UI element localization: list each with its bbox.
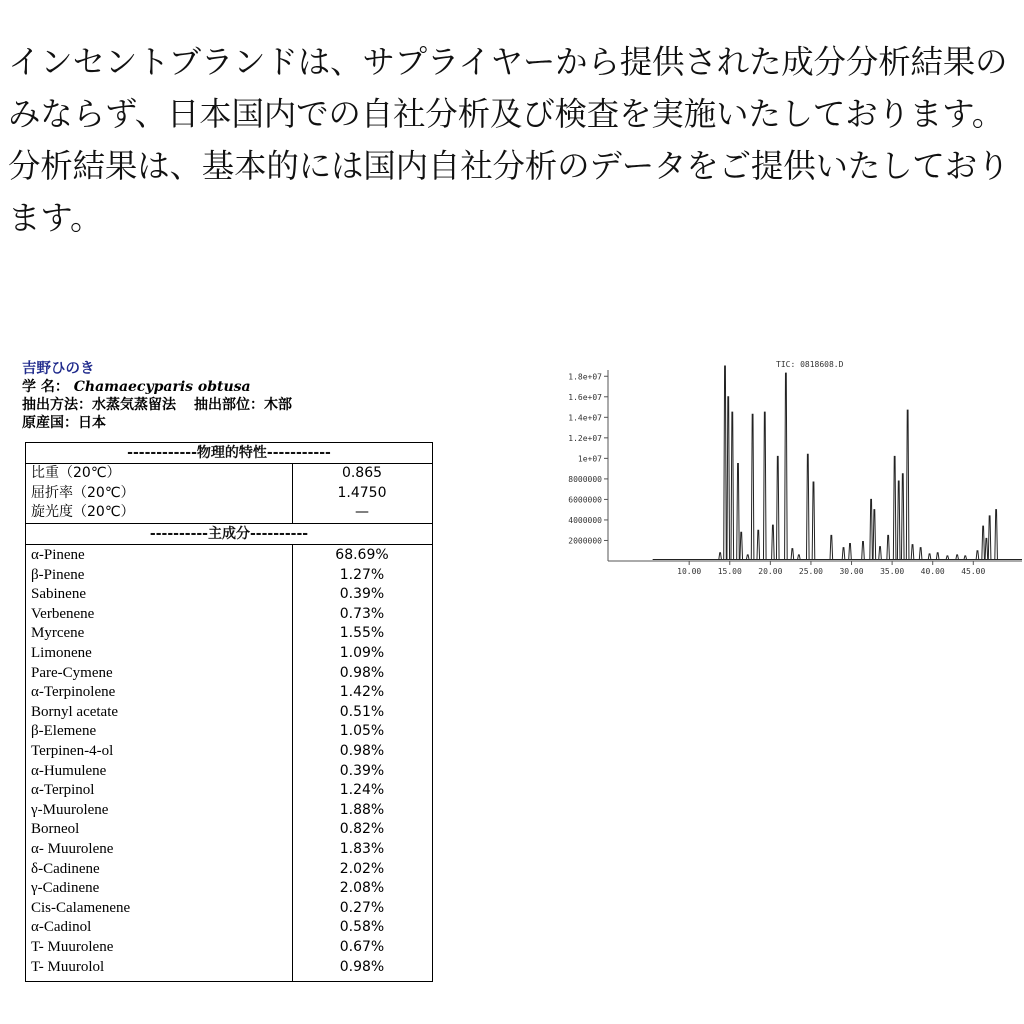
peak bbox=[928, 554, 931, 560]
peak bbox=[830, 535, 833, 559]
x-tick-label: 10.00 bbox=[677, 567, 702, 576]
component-name: α-Terpinol bbox=[31, 782, 95, 799]
x-tick-label: 45.00 bbox=[961, 567, 986, 576]
component-name: Borneol bbox=[31, 821, 80, 838]
component-name: Limonene bbox=[31, 645, 92, 661]
component-name: β-Pinene bbox=[31, 566, 85, 583]
x-tick-label: 15.00 bbox=[717, 567, 742, 576]
component-value: 1.55% bbox=[339, 625, 385, 642]
peak bbox=[737, 464, 740, 560]
peak bbox=[879, 547, 882, 560]
component-name: T- Muurolene bbox=[31, 939, 114, 955]
peak bbox=[906, 410, 909, 559]
component-row bbox=[26, 879, 432, 899]
component-value: 1.09% bbox=[339, 645, 385, 661]
analysis-card bbox=[22, 360, 414, 975]
y-tick-label: 4000000 bbox=[568, 515, 602, 525]
component-value: 0.27% bbox=[339, 899, 385, 916]
y-tick-label: 6000000 bbox=[568, 495, 602, 505]
component-value: 2.02% bbox=[339, 860, 385, 877]
component-row bbox=[26, 624, 432, 644]
component-name: Pare-Cymene bbox=[31, 664, 113, 681]
y-tick-label: 1.6e+07 bbox=[568, 392, 602, 402]
peak bbox=[919, 548, 922, 560]
x-tick-label: 35.00 bbox=[880, 567, 905, 576]
component-row bbox=[26, 683, 432, 703]
component-row bbox=[26, 703, 432, 723]
peak bbox=[956, 555, 959, 560]
component-value: 0.39% bbox=[339, 586, 385, 603]
x-tick-label: 20.00 bbox=[758, 567, 783, 576]
peak bbox=[798, 555, 801, 560]
component-name: γ-Muurolene bbox=[31, 801, 109, 818]
component-row bbox=[26, 722, 432, 742]
peak bbox=[727, 397, 730, 560]
property-row bbox=[26, 503, 432, 523]
component-row bbox=[26, 762, 432, 782]
peak bbox=[893, 456, 896, 559]
peak bbox=[936, 553, 939, 560]
component-value: 0.51% bbox=[339, 703, 385, 720]
peak bbox=[982, 526, 985, 559]
component-name: Sabinene bbox=[31, 586, 86, 603]
component-value: 0.98% bbox=[339, 664, 385, 681]
peak bbox=[740, 532, 743, 559]
component-name: Myrcene bbox=[31, 625, 85, 642]
peak bbox=[901, 474, 904, 560]
component-row bbox=[26, 899, 432, 919]
peak bbox=[763, 412, 766, 559]
component-row bbox=[26, 860, 432, 880]
component-value: 0.98% bbox=[339, 743, 385, 759]
peak bbox=[964, 556, 967, 560]
peak bbox=[862, 542, 865, 560]
peak bbox=[812, 482, 815, 559]
origin-value: 日本 bbox=[78, 415, 106, 431]
component-value: 68.69% bbox=[335, 547, 389, 563]
y-tick-label: 1.8e+07 bbox=[568, 372, 602, 382]
peak bbox=[842, 548, 845, 560]
component-row bbox=[26, 958, 432, 978]
peak bbox=[988, 516, 991, 560]
component-name: α-Cadinol bbox=[31, 919, 92, 936]
y-tick-label: 1.2e+07 bbox=[568, 433, 602, 443]
peak bbox=[719, 553, 722, 560]
component-row bbox=[26, 820, 432, 840]
y-tick-label: 1e+07 bbox=[577, 454, 602, 464]
analysis-table bbox=[25, 442, 433, 982]
component-value: 1.05% bbox=[339, 723, 385, 740]
peak bbox=[849, 544, 852, 560]
component-name: α- Muurolene bbox=[31, 841, 114, 857]
component-value: 1.83% bbox=[339, 841, 385, 857]
component-name: γ-Cadinene bbox=[31, 880, 100, 897]
component-row bbox=[26, 664, 432, 684]
peak bbox=[785, 373, 788, 559]
chart-title: TIC: 0818608.D bbox=[776, 360, 844, 369]
scientific-label: 学 名： bbox=[22, 379, 69, 395]
property-name: 比重（20℃） bbox=[31, 465, 121, 481]
y-tick-label: 1.4e+07 bbox=[568, 413, 602, 423]
component-name: δ-Cadinene bbox=[31, 860, 100, 877]
component-row bbox=[26, 546, 432, 566]
y-tick-label: 8000000 bbox=[568, 474, 602, 484]
component-row bbox=[26, 781, 432, 801]
component-value: 0.58% bbox=[339, 919, 385, 936]
peak bbox=[791, 549, 794, 560]
y-tick-label: 2000000 bbox=[568, 536, 602, 546]
x-tick-label: 40.00 bbox=[920, 567, 945, 576]
component-row bbox=[26, 742, 432, 762]
peak bbox=[873, 510, 876, 560]
component-value: 0.82% bbox=[339, 821, 385, 838]
component-value: 1.88% bbox=[339, 801, 385, 818]
component-row bbox=[26, 918, 432, 938]
peak bbox=[887, 535, 890, 559]
peak bbox=[995, 510, 998, 560]
component-name: T- Muurolol bbox=[31, 958, 105, 975]
component-value: 2.08% bbox=[339, 880, 385, 897]
component-row bbox=[26, 605, 432, 625]
peak bbox=[976, 551, 979, 560]
scientific-name: Chamaecyparis obtusa bbox=[73, 379, 251, 395]
peak bbox=[985, 538, 988, 559]
component-name: β-Elemene bbox=[31, 723, 97, 740]
x-tick-label: 30.00 bbox=[839, 567, 864, 576]
part-value: 木部 bbox=[264, 397, 292, 413]
method-value: 水蒸気蒸留法 bbox=[92, 397, 176, 413]
component-name: α-Humulene bbox=[31, 762, 107, 779]
component-name: Verbenene bbox=[31, 605, 95, 622]
chromatogram-chart bbox=[548, 356, 1024, 576]
peak bbox=[911, 545, 914, 560]
scientific-name-line bbox=[22, 378, 414, 396]
component-row bbox=[26, 644, 432, 664]
component-value: 1.27% bbox=[339, 566, 385, 583]
peak bbox=[731, 412, 734, 559]
peak bbox=[946, 556, 949, 560]
physical-properties-header: ------------物理的特性----------- bbox=[26, 443, 432, 463]
component-row bbox=[26, 585, 432, 605]
peak bbox=[776, 456, 779, 559]
component-value: 1.42% bbox=[339, 684, 385, 701]
component-row bbox=[26, 566, 432, 586]
x-tick-label: 25.00 bbox=[798, 567, 823, 576]
origin-label: 原産国： bbox=[22, 415, 78, 431]
peak bbox=[724, 366, 727, 559]
peak bbox=[806, 454, 809, 559]
origin-line bbox=[22, 414, 414, 432]
peak bbox=[751, 414, 754, 559]
component-name: α-Terpinolene bbox=[31, 684, 116, 701]
method-label: 抽出方法： bbox=[22, 397, 92, 413]
component-row bbox=[26, 840, 432, 860]
peak bbox=[757, 530, 760, 559]
component-value: 1.24% bbox=[339, 782, 385, 799]
peak bbox=[870, 499, 873, 559]
component-name: α-Pinene bbox=[31, 547, 85, 563]
part-label: 抽出部位： bbox=[194, 397, 264, 413]
component-name: Terpinen-4-ol bbox=[31, 743, 114, 759]
peak bbox=[772, 525, 775, 559]
card-title: 吉野ひのき bbox=[22, 361, 95, 377]
component-row bbox=[26, 801, 432, 821]
peak bbox=[897, 481, 900, 560]
property-value: — bbox=[355, 504, 369, 520]
property-row bbox=[26, 464, 432, 484]
property-row bbox=[26, 484, 432, 504]
extraction-line bbox=[22, 396, 414, 414]
component-value: 0.39% bbox=[339, 762, 385, 779]
property-value: 0.865 bbox=[341, 465, 383, 481]
intro-paragraph: インセントブランドは、サプライヤーから提供された成分分析結果のみならず、日本国内での自社分析及び検査を実施いたしております。分析結果は、基本的には国内自社分析のデータをご提供いたしております。 bbox=[8, 43, 1010, 237]
peak bbox=[746, 555, 749, 560]
property-name: 屈折率（20℃） bbox=[31, 484, 135, 501]
property-value: 1.4750 bbox=[337, 484, 387, 501]
component-value: 0.98% bbox=[339, 958, 385, 975]
component-row bbox=[26, 938, 432, 958]
components-header: ----------主成分---------- bbox=[26, 524, 432, 544]
component-name: Cis-Calamenene bbox=[31, 899, 131, 916]
component-name: Bornyl acetate bbox=[31, 703, 119, 720]
component-value: 0.73% bbox=[339, 605, 385, 622]
property-name: 旋光度（20℃） bbox=[31, 504, 135, 520]
component-value: 0.67% bbox=[339, 939, 385, 955]
